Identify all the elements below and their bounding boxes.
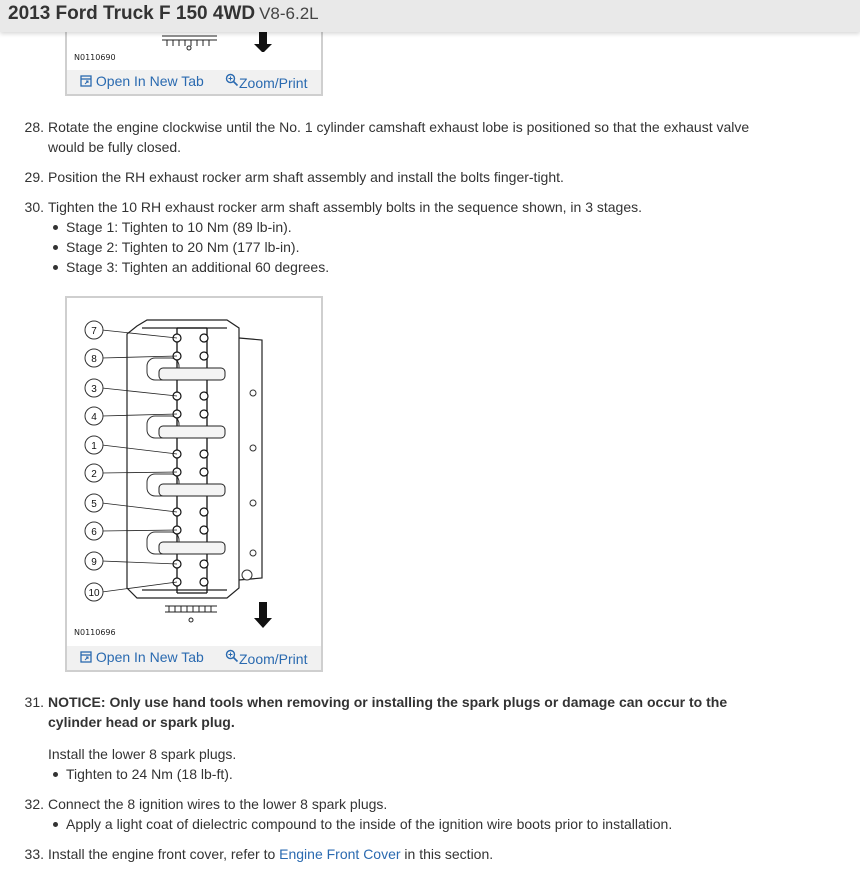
zoom-icon	[225, 649, 239, 663]
list-item: Apply a light coat of dielectric compound to the inside of the ignition wire boots prior to installation.	[66, 816, 673, 832]
engine-front-cover-link[interactable]: Engine Front Cover	[279, 846, 401, 862]
callout-label: 10	[88, 588, 100, 599]
callout-label: 6	[91, 527, 97, 538]
figure-toolbar	[67, 70, 321, 94]
callout-label: 1	[91, 441, 97, 452]
arrow-down-icon	[254, 602, 272, 628]
callout-label: 9	[91, 557, 97, 568]
step-text: Tighten the 10 RH exhaust rocker arm shaft assembly bolts in the sequence shown, in 3 stages.	[48, 199, 643, 215]
step-text	[48, 844, 782, 864]
step-text: Position the RH exhaust rocker arm shaft assembly and install the bolts finger-tight.	[48, 169, 564, 185]
new-tab-icon	[80, 75, 92, 87]
step-number: 30.	[24, 199, 44, 215]
page-title	[8, 3, 319, 25]
step-number: 32.	[24, 796, 44, 812]
figure-bolt-sequence	[65, 296, 323, 672]
figure-toolbar	[67, 646, 321, 670]
zoom-icon	[225, 73, 239, 87]
open-in-new-tab-link[interactable]	[80, 649, 204, 665]
callout-label: 7	[91, 326, 97, 337]
open-in-new-tab-label: Open In New Tab	[95, 73, 204, 89]
list-item: Stage 1: Tighten to 10 Nm (89 lb-in).	[66, 219, 292, 235]
engine-label: V8-6.2L	[259, 4, 319, 23]
zoom-print-label: Zoom/Print	[239, 75, 308, 91]
figure-id: N0110690	[74, 53, 116, 62]
new-tab-icon	[80, 651, 92, 663]
open-in-new-tab-label: Open In New Tab	[95, 649, 204, 665]
step-text-after: in this section.	[400, 846, 494, 862]
arrow-down-icon	[254, 32, 272, 52]
step-text-before: Install the engine front cover, refer to	[48, 846, 280, 862]
open-in-new-tab-link[interactable]	[80, 73, 204, 89]
zoom-print-link[interactable]	[225, 649, 307, 667]
rocker-shaft-illustration	[67, 298, 321, 643]
callout-label: 5	[91, 499, 97, 510]
list-item: Stage 2: Tighten to 20 Nm (177 lb-in).	[66, 239, 300, 255]
step-number: 28.	[24, 119, 44, 135]
list-item: Tighten to 24 Nm (18 lb-ft).	[66, 766, 233, 782]
list-item: Stage 3: Tighten an additional 60 degrees.	[66, 259, 330, 275]
step-text: Install the lower 8 spark plugs.	[48, 746, 237, 762]
figure-id: N0110696	[74, 628, 116, 637]
zoom-print-label: Zoom/Print	[239, 651, 308, 667]
notice-text: NOTICE: Only use hand tools when removing or installing the spark plugs or damage can occur to the cylinder head or spark plug.	[48, 694, 728, 730]
step-text: Rotate the engine clockwise until the No. 1 cylinder camshaft exhaust lobe is positioned so that the exhaust valve would be fully closed.	[48, 119, 750, 155]
step-number: 31.	[24, 694, 44, 710]
page-header	[0, 0, 860, 32]
vehicle-title: 2013 Ford Truck F 150 4WD	[8, 3, 256, 24]
callout-label: 4	[91, 412, 97, 423]
step-number: 33.	[24, 846, 44, 862]
callout-label: 8	[91, 354, 97, 365]
callout-label: 3	[91, 384, 97, 395]
callout-label: 2	[91, 469, 97, 480]
step-text: Connect the 8 ignition wires to the lower 8 spark plugs.	[48, 796, 388, 812]
zoom-print-link[interactable]	[225, 73, 307, 91]
step-number: 29.	[24, 169, 44, 185]
